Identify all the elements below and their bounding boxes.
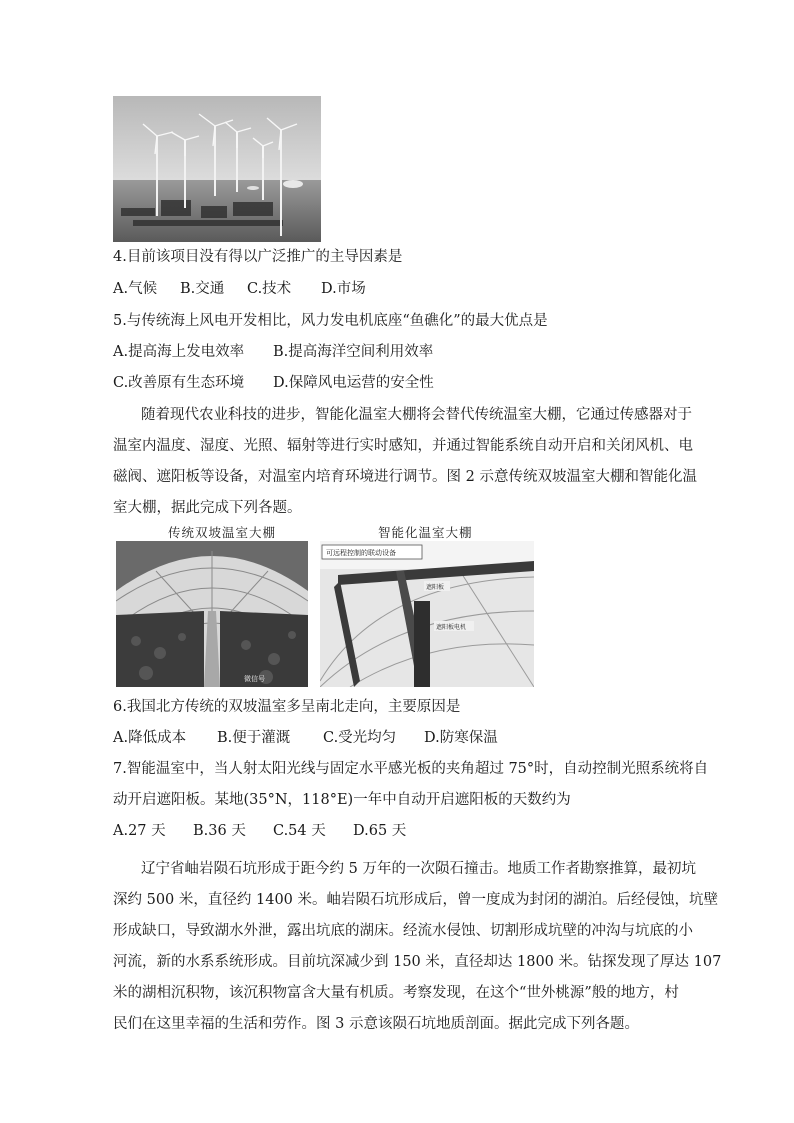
q6-option-d[interactable]: D.防寒保温 (424, 730, 498, 746)
question-4-options (113, 279, 366, 299)
passage3-line-6: 民们在这里幸福的生活和劳作。图 3 示意该陨石坑地质剖面。据此完成下列各题。 (113, 1016, 639, 1032)
smart-device-label: 可远程控制的联动设备 (326, 549, 396, 557)
passage2-line-1: 随着现代农业科技的进步，智能化温室大棚将会替代传统温室大棚，它通过传感器对于 (141, 407, 692, 423)
q4-option-c[interactable]: C.技术 (247, 281, 292, 297)
question-6-options (113, 728, 498, 748)
passage2-line-4: 室大棚，据此完成下列各题。 (113, 500, 302, 516)
shade-motor-label: 遮阳板电机 (436, 624, 467, 631)
smart-greenhouse-photo (320, 541, 534, 687)
question-5-options-row2 (113, 373, 434, 393)
question-7-stem-line-1: 7.智能温室中，当人射太阳光线与固定水平感光板的夹角超过 75°时，自动控制光照系统将自 (113, 761, 709, 777)
figure2-left-caption: 传统双坡温室大棚 (168, 525, 277, 540)
q5-option-a[interactable]: A.提高海上发电效率 (113, 344, 245, 360)
question-5-stem: 5.与传统海上风电开发相比，风力发电机底座“鱼礁化”的最大优点是 (113, 313, 548, 329)
passage3-line-3: 形成缺口，导致湖水外泄，露出坑底的湖床。经流水侵蚀、切割形成坑壁的冲沟与坑底的小 (113, 923, 693, 939)
q7-option-a[interactable]: A.27 天 (113, 823, 166, 839)
question-7-stem-line-2: 动开启遮阳板。某地(35°N，118°E)一年中自动开启遮阳板的天数约为 (113, 792, 571, 808)
traditional-greenhouse-photo (116, 541, 308, 687)
question-4-stem: 4.目前该项目没有得以广泛推广的主导因素是 (113, 249, 403, 265)
passage3-line-2: 深约 500 米，直径约 1400 米。岫岩陨石坑形成后，曾一度成为封闭的湖泊。后经侵蚀，坑壁 (113, 892, 719, 908)
q6-option-c[interactable]: C.受光均匀 (323, 730, 397, 746)
q4-option-a[interactable]: A.气候 (113, 281, 158, 297)
passage3-line-4: 河流，新的水系系统形成。目前坑深减少到 150 米，直径却达 1800 米。钻探发现了厚达 107 (113, 954, 722, 970)
q6-option-a[interactable]: A.降低成本 (113, 730, 187, 746)
q4-option-d[interactable]: D.市场 (321, 281, 366, 297)
question-6-stem: 6.我国北方传统的双坡温室多呈南北走向，主要原因是 (113, 699, 461, 715)
q7-option-b[interactable]: B.36 天 (193, 823, 246, 839)
passage3-line-1: 辽宁省岫岩陨石坑形成于距今约 5 万年的一次陨石撞击。地质工作者勘察推算，最初坑 (141, 861, 696, 877)
passage2-line-3: 磁阀、遮阳板等设备，对温室内培育环境进行调节。图 2 示意传统双坡温室大棚和智能化温 (113, 469, 697, 485)
q7-option-c[interactable]: C.54 天 (273, 823, 326, 839)
figure2-right-caption: 智能化温室大棚 (378, 525, 473, 540)
q7-option-d[interactable]: D.65 天 (353, 823, 407, 839)
wind-farm-photo (113, 96, 321, 242)
passage3-line-5: 米的湖相沉积物，该沉积物富含大量有机质。考察发现，在这个“世外桃源”般的地方，村 (113, 985, 679, 1001)
passage2-line-2: 温室内温度、湿度、光照、辐射等进行实时感知，并通过智能系统自动开启和关闭风机、电 (113, 438, 693, 454)
q4-option-b[interactable]: B.交通 (180, 281, 225, 297)
q5-option-c[interactable]: C.改善原有生态环境 (113, 375, 245, 391)
q6-option-b[interactable]: B.便于灌溉 (217, 730, 291, 746)
shade-board-label: 遮阳板 (426, 584, 445, 591)
watermark-text: 微信号 (244, 675, 265, 683)
q5-option-b[interactable]: B.提高海洋空间利用效率 (273, 344, 434, 360)
question-7-options (113, 821, 406, 841)
question-5-options-row1 (113, 342, 433, 362)
q5-option-d[interactable]: D.保障风电运营的安全性 (273, 375, 434, 391)
